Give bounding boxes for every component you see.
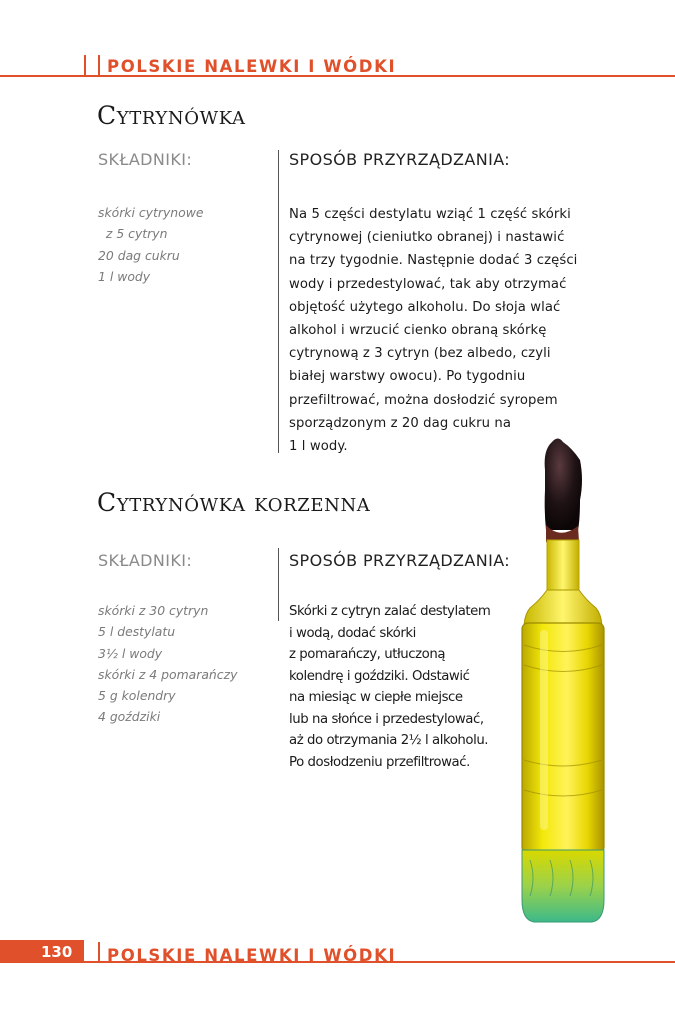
page-number: 130 bbox=[41, 943, 73, 961]
method-line: z pomarańczy, utłuczoną bbox=[289, 647, 446, 662]
method-line: Po dosłodzeniu przefiltrować. bbox=[289, 754, 470, 770]
liqueur-bottle-icon bbox=[500, 430, 650, 930]
recipe-title: Cytrynówka korzenna bbox=[97, 488, 371, 517]
method-line: alkohol i wrzucić cienko obraną skórkę bbox=[289, 322, 547, 338]
method-line: cytrynowej (cieniutko obranej) i nastawić bbox=[289, 230, 565, 246]
method-line: i wodą, dodać skórki bbox=[289, 625, 416, 641]
method-line: Na 5 części destylatu wziąć 1 część skórki bbox=[289, 207, 571, 222]
method-line: Skórki z cytryn zalać destylatem bbox=[289, 604, 491, 619]
ingredient-item: 20 dag cukru bbox=[98, 247, 180, 263]
method-line: 1 l wody. bbox=[289, 438, 348, 454]
ingredient-item: 3½ l wody bbox=[98, 645, 163, 661]
ingredients-list bbox=[98, 202, 203, 287]
method-line: wody i przedestylować, tak aby otrzymać bbox=[289, 276, 567, 292]
ingredient-item: 1 l wody bbox=[98, 268, 151, 284]
method-line: objętość użytego alkoholu. Do słoja wlać bbox=[289, 299, 561, 315]
method-heading: SPOSÓB PRZYRZĄDZANIA: bbox=[289, 551, 511, 570]
method-text bbox=[289, 601, 490, 773]
recipe-title: Cytrynówka bbox=[97, 101, 246, 130]
method-line: cytrynową z 3 cytryn (bez albedo, czyli bbox=[289, 346, 551, 362]
ingredients-heading: SKŁADNIKI: bbox=[98, 551, 193, 570]
method-heading: SPOSÓB PRZYRZĄDZANIA: bbox=[289, 150, 511, 169]
ingredients-heading: SKŁADNIKI: bbox=[98, 150, 193, 169]
method-line: kolendrę i goździki. Odstawić bbox=[289, 668, 470, 684]
method-line: białej warstwy owocu). Po tygodniu bbox=[289, 369, 526, 385]
method-line: lub na słońce i przedestylować, bbox=[289, 711, 484, 727]
ingredient-item: skórki z 30 cytryn bbox=[98, 603, 209, 618]
ingredient-item: 5 g kolendry bbox=[98, 688, 176, 704]
header-divider-left bbox=[84, 55, 86, 77]
ingredients-list bbox=[98, 600, 237, 728]
method-line: aż do otrzymania 2½ l alkoholu. bbox=[289, 733, 489, 748]
ingredient-item: skórki cytrynowe bbox=[98, 205, 204, 220]
column-divider bbox=[278, 150, 279, 453]
footer-divider bbox=[98, 942, 100, 963]
running-header: POLSKIE NALEWKI I WÓDKI bbox=[107, 57, 397, 76]
ingredient-item: 4 goździki bbox=[98, 709, 161, 725]
running-footer: POLSKIE NALEWKI I WÓDKI bbox=[107, 946, 397, 965]
ingredient-item: 5 l destylatu bbox=[98, 624, 176, 640]
method-line: sporządzonym z 20 dag cukru na bbox=[289, 415, 512, 431]
method-line: na miesiąc w ciepłe miejsce bbox=[289, 690, 463, 705]
header-divider-right bbox=[98, 55, 100, 77]
method-text bbox=[289, 203, 577, 458]
method-line: na trzy tygodnie. Następnie dodać 3 części bbox=[289, 253, 578, 269]
method-line: przefiltrować, można dosłodzić syropem bbox=[289, 392, 558, 408]
ingredient-item: skórki z 4 pomarańczy bbox=[98, 666, 238, 682]
ingredient-item: z 5 cytryn bbox=[98, 226, 168, 242]
column-divider bbox=[278, 548, 279, 621]
